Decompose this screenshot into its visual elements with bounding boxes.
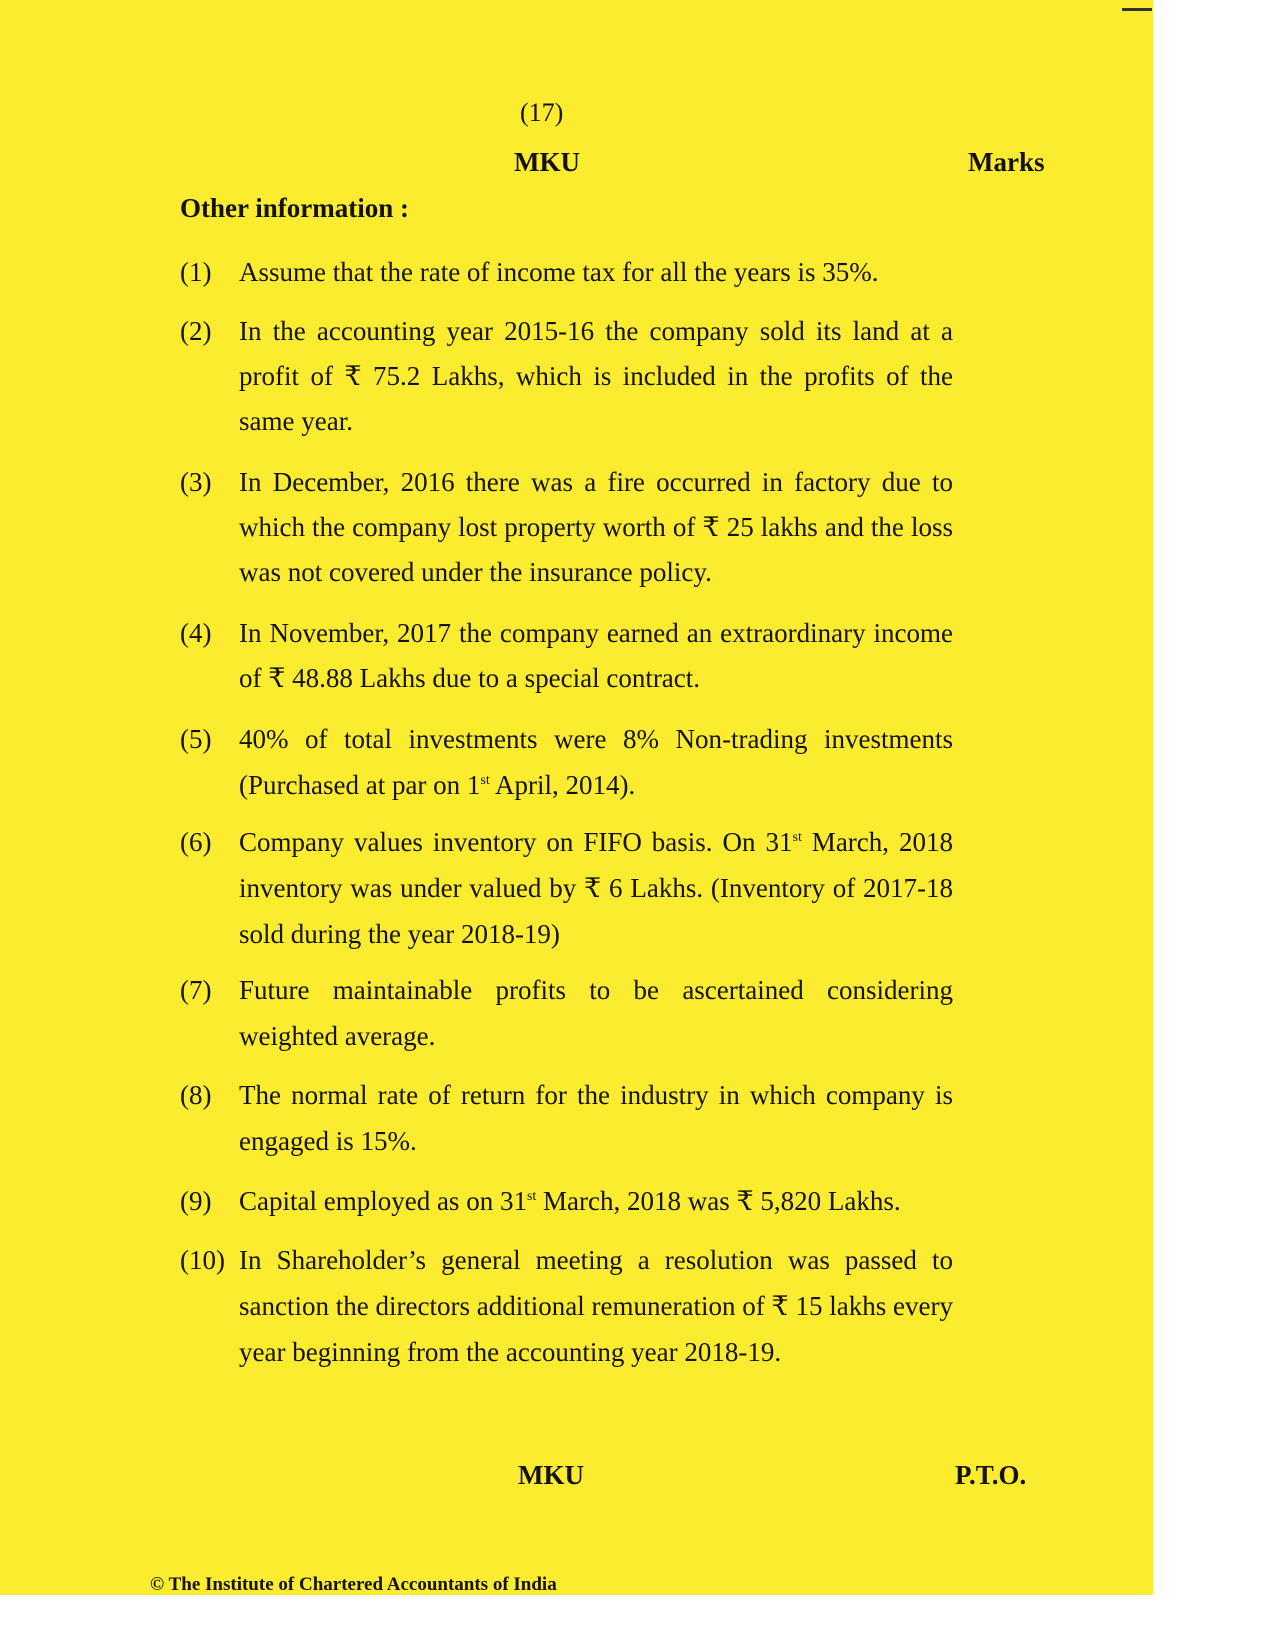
info-item-1 xyxy=(180,249,953,295)
info-item-6 xyxy=(180,819,953,957)
item-text: Future maintainable profits to be ascertained considering weighted average. xyxy=(239,975,953,1051)
info-item-8 xyxy=(180,1072,953,1164)
info-item-2 xyxy=(180,309,953,444)
item-number: (9) xyxy=(180,1186,212,1216)
item-number: (7) xyxy=(180,975,212,1005)
item-number: (4) xyxy=(180,618,212,648)
section-heading: Other information : xyxy=(180,193,409,223)
item-number: (8) xyxy=(180,1080,212,1110)
header-paper-code: MKU xyxy=(514,147,580,177)
page-number: (17) xyxy=(520,98,564,127)
item-text: In Shareholder’s general meeting a resolution was passed to sanction the directors additional remuneration of ₹ 15 lakhs every year beginning from the accounting year 2018-19. xyxy=(239,1245,953,1367)
info-item-5 xyxy=(180,716,953,808)
marks-column-label: Marks xyxy=(968,147,1045,177)
item-text: In November, 2017 the company earned an extraordinary income of ₹ 48.88 Lakhs due to a special contract. xyxy=(239,618,953,693)
item-number: (6) xyxy=(180,827,212,857)
info-item-10 xyxy=(180,1237,953,1375)
copyright-notice: © The Institute of Chartered Accountants of India xyxy=(150,1574,557,1595)
item-text: 40% of total investments were 8% Non-trading investments (Purchased at par on 1st April, 2014). xyxy=(239,724,953,800)
info-item-4 xyxy=(180,611,953,701)
info-item-3 xyxy=(180,460,953,595)
item-text: Assume that the rate of income tax for all the years is 35%. xyxy=(239,257,879,287)
item-number: (2) xyxy=(180,316,212,346)
item-number: (1) xyxy=(180,257,212,287)
footer-paper-code: MKU xyxy=(518,1460,584,1490)
info-item-7 xyxy=(180,967,953,1059)
footer-pto: P.T.O. xyxy=(955,1460,1027,1490)
item-text: The normal rate of return for the industry in which company is engaged is 15%. xyxy=(239,1080,953,1156)
item-text: Company values inventory on FIFO basis. On 31st March, 2018 inventory was under valued by ₹ 6 Lakhs. (Inventory of 2017-18 sold during the year 2018-19) xyxy=(239,827,953,949)
item-number: (5) xyxy=(180,724,212,754)
item-text: In December, 2016 there was a fire occurred in factory due to which the company lost property worth of ₹ 25 lakhs and the loss was not covered under the insurance policy. xyxy=(239,467,953,587)
item-number: (3) xyxy=(180,467,212,497)
page-edge-mark xyxy=(1122,8,1152,11)
item-text: In the accounting year 2015-16 the company sold its land at a profit of ₹ 75.2 Lakhs, which is included in the profits of the same year. xyxy=(239,316,953,436)
info-item-9 xyxy=(180,1178,953,1224)
item-number: (10) xyxy=(180,1245,225,1275)
item-text: Capital employed as on 31st March, 2018 was ₹ 5,820 Lakhs. xyxy=(239,1186,901,1216)
